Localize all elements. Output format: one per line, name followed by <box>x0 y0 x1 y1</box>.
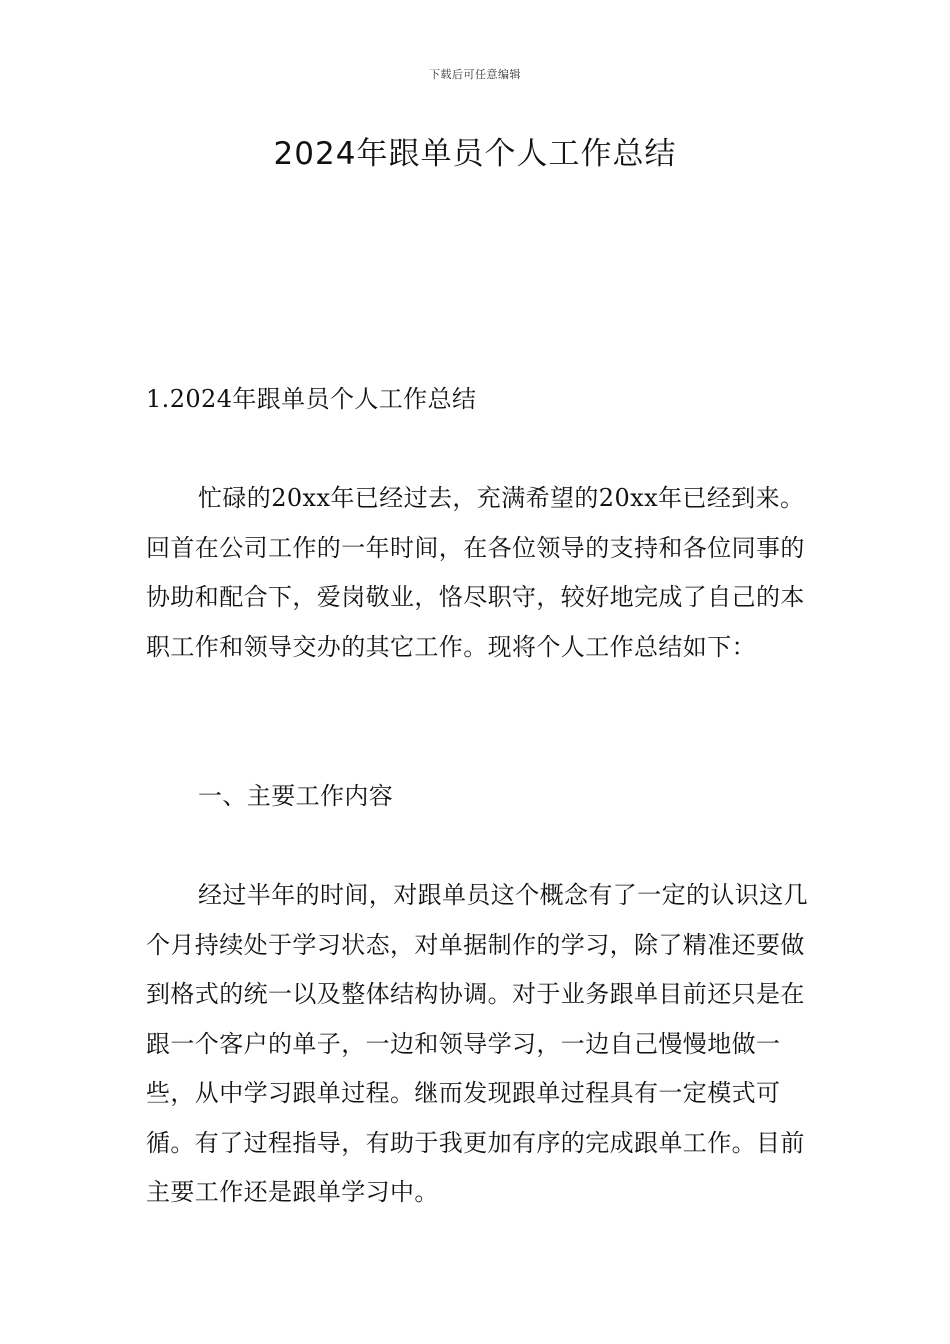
section-title: 1.2024年跟单员个人工作总结 <box>146 385 477 413</box>
section-heading-main-work: 一、主要工作内容 <box>198 782 394 810</box>
document-title: 2024年跟单员个人工作总结 <box>273 136 677 172</box>
header-note: 下载后可任意编辑 <box>429 68 521 81</box>
paragraph-main-work: 经过半年的时间，对跟单员这个概念有了一定的认识这几个月持续处于学习状态，对单据制作的学习，除了精准还要做到格式的统一以及整体结构协调。对于业务跟单目前还只是在跟一个客户的单子，一边和领导学习，一边自己慢慢地做一些，从中学习跟单过程。继而发现跟单过程具有一定模式可循。有了过程指导，有助于我更加有序的完成跟单工作。目前主要工作还是跟单学习中。 <box>146 881 808 1206</box>
paragraph-intro: 忙碌的20xx年已经过去，充满希望的20xx年已经到来。回首在公司工作的一年时间，在各位领导的支持和各位同事的协助和配合下，爱岗敬业，恪尽职守，较好地完成了自己的本职工作和领导交办的其它工作。现将个人工作总结如下： <box>146 484 805 661</box>
